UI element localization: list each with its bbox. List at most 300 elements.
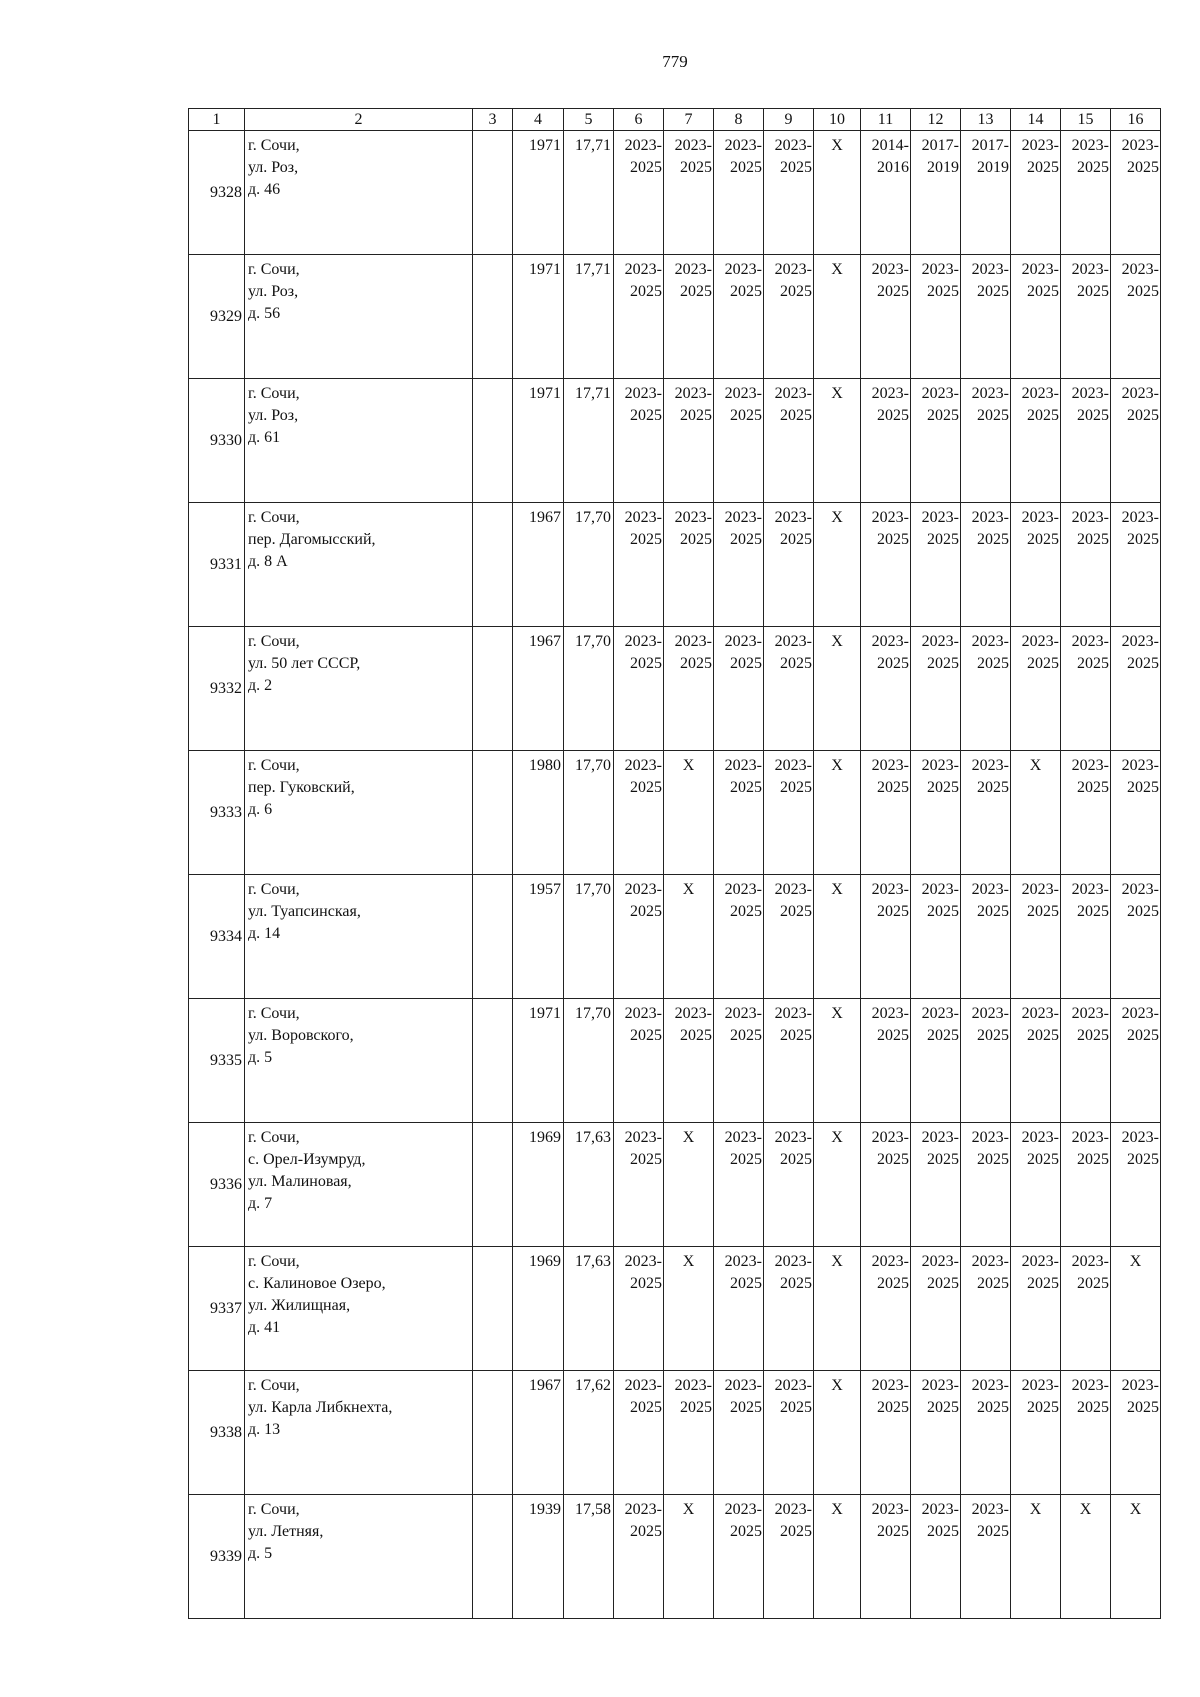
period-cell-7 <box>664 627 714 751</box>
period-cell-15 <box>1061 131 1111 255</box>
period-text: 2023- <box>1121 881 1159 898</box>
period-text: 2023- <box>724 1129 762 1146</box>
row-number: 9334 <box>189 875 245 999</box>
period-text: 2025 <box>680 159 712 176</box>
period-text: 2023- <box>624 633 662 650</box>
period-text: 2025 <box>877 1523 909 1540</box>
period-text: 2025 <box>927 407 959 424</box>
period-text: 2023- <box>1021 509 1059 526</box>
period-text: 2025 <box>730 1523 762 1540</box>
table-row <box>189 1495 1161 1619</box>
column-3-cell <box>473 1123 513 1247</box>
period-text: 2023- <box>624 881 662 898</box>
period-text: 2023- <box>971 261 1009 278</box>
period-text: Х <box>831 261 843 278</box>
period-text: 2023- <box>774 1501 812 1518</box>
address-cell <box>245 131 473 255</box>
period-cell-6 <box>614 751 664 875</box>
header-row <box>189 109 1161 131</box>
period-text: 2023- <box>971 385 1009 402</box>
period-cell-12 <box>911 751 961 875</box>
period-cell-12 <box>911 131 961 255</box>
period-text: 2025 <box>1127 655 1159 672</box>
year-cell: 1967 <box>513 627 564 751</box>
period-text: Х <box>1129 1253 1142 1270</box>
address-line: д. 8 А <box>248 553 288 570</box>
address-line: д. 5 <box>248 1545 273 1562</box>
period-text: 2023- <box>921 261 959 278</box>
period-text: 2023- <box>1021 881 1059 898</box>
address-line: с. Орел-Изумруд, <box>248 1151 366 1168</box>
period-text: 2023- <box>1121 757 1159 774</box>
period-cell-16 <box>1111 751 1161 875</box>
column-3-cell <box>473 379 513 503</box>
column-header-15: 15 <box>1061 109 1111 131</box>
period-text: 2023- <box>624 1005 662 1022</box>
period-cell-14 <box>1011 255 1061 379</box>
period-cell-14 <box>1011 131 1061 255</box>
period-text: 2025 <box>780 1027 812 1044</box>
column-3-cell <box>473 751 513 875</box>
period-cell-16 <box>1111 379 1161 503</box>
period-cell-8 <box>714 627 764 751</box>
column-3-cell <box>473 503 513 627</box>
period-cell-15 <box>1061 255 1111 379</box>
period-cell-6 <box>614 1371 664 1495</box>
address-cell <box>245 1123 473 1247</box>
period-text: 2023- <box>1071 881 1109 898</box>
period-text: 2025 <box>977 407 1009 424</box>
period-text: 2025 <box>877 903 909 920</box>
period-text: 2025 <box>977 1399 1009 1416</box>
table-row <box>189 999 1161 1123</box>
period-cell-7 <box>664 1247 714 1371</box>
period-text: 2023- <box>724 385 762 402</box>
period-cell-11 <box>861 999 911 1123</box>
address-line: ул. Роз, <box>248 283 299 300</box>
period-text: 2023- <box>774 881 812 898</box>
period-text: 2023- <box>624 1253 662 1270</box>
period-text: 2023- <box>1071 261 1109 278</box>
column-header-7: 7 <box>664 109 714 131</box>
address-cell <box>245 627 473 751</box>
period-text: 2023- <box>971 1501 1009 1518</box>
address-line: ул. Роз, <box>248 407 299 424</box>
period-text: 2023- <box>1021 1129 1059 1146</box>
period-text: Х <box>682 1129 695 1146</box>
period-text: 2025 <box>1077 283 1109 300</box>
row-number: 9335 <box>189 999 245 1123</box>
period-cell-13 <box>961 875 1011 999</box>
period-text: 2023- <box>624 1129 662 1146</box>
period-text: 2025 <box>630 1027 662 1044</box>
period-text: 2023- <box>674 137 712 154</box>
period-cell-15 <box>1061 751 1111 875</box>
period-text: Х <box>682 1253 695 1270</box>
period-cell-12 <box>911 1123 961 1247</box>
period-text: Х <box>682 757 695 774</box>
table-row <box>189 627 1161 751</box>
period-cell-13 <box>961 1371 1011 1495</box>
period-cell-12 <box>911 1247 961 1371</box>
period-text: 2023- <box>871 1129 909 1146</box>
table-body <box>189 131 1161 1619</box>
row-number: 9330 <box>189 379 245 503</box>
period-text: Х <box>831 1005 843 1022</box>
period-text: 2025 <box>680 655 712 672</box>
period-cell-9 <box>764 999 814 1123</box>
period-text: 2017- <box>971 137 1009 154</box>
period-text: 2023- <box>624 757 662 774</box>
address-line: ул. Жилищная, <box>248 1297 351 1314</box>
period-text: 2025 <box>730 283 762 300</box>
period-cell-10 <box>814 1247 861 1371</box>
period-text: 2023- <box>674 385 712 402</box>
period-text: 2025 <box>1027 531 1059 548</box>
column-header-5: 5 <box>564 109 614 131</box>
period-text: Х <box>831 633 843 650</box>
period-cell-9 <box>764 627 814 751</box>
table-row <box>189 1247 1161 1371</box>
address-line: д. 41 <box>248 1319 281 1336</box>
period-cell-11 <box>861 1371 911 1495</box>
column-header-2: 2 <box>245 109 473 131</box>
year-cell: 1969 <box>513 1247 564 1371</box>
column-3-cell <box>473 999 513 1123</box>
period-cell-10 <box>814 999 861 1123</box>
period-text: 2025 <box>877 407 909 424</box>
period-text: 2023- <box>921 1005 959 1022</box>
period-text: 2023- <box>1071 385 1109 402</box>
period-text: 2025 <box>780 655 812 672</box>
period-cell-16 <box>1111 627 1161 751</box>
value-cell: 17,71 <box>564 131 614 255</box>
period-text: 2017- <box>921 137 959 154</box>
period-cell-7 <box>664 1495 714 1619</box>
period-cell-13 <box>961 131 1011 255</box>
address-line: пер. Гуковский, <box>248 779 355 796</box>
period-text: 2025 <box>780 283 812 300</box>
period-cell-6 <box>614 999 664 1123</box>
period-text: 2025 <box>680 1399 712 1416</box>
period-cell-7 <box>664 379 714 503</box>
period-text: 2025 <box>1027 655 1059 672</box>
period-text: 2023- <box>624 137 662 154</box>
period-text: 2023- <box>871 633 909 650</box>
period-cell-8 <box>714 255 764 379</box>
period-text: 2025 <box>1027 407 1059 424</box>
period-text: 2025 <box>1027 1275 1059 1292</box>
period-text: 2023- <box>724 757 762 774</box>
period-text: 2025 <box>780 1275 812 1292</box>
period-text: 2025 <box>977 1523 1009 1540</box>
period-cell-13 <box>961 379 1011 503</box>
period-text: 2025 <box>680 283 712 300</box>
period-cell-7 <box>664 751 714 875</box>
address-cell <box>245 255 473 379</box>
period-cell-9 <box>764 875 814 999</box>
period-text: 2025 <box>877 1151 909 1168</box>
period-cell-7 <box>664 1123 714 1247</box>
period-cell-14 <box>1011 627 1061 751</box>
address-cell <box>245 503 473 627</box>
period-text: 2023- <box>971 1129 1009 1146</box>
period-cell-15 <box>1061 627 1111 751</box>
period-text: 2025 <box>630 1399 662 1416</box>
period-text: 2025 <box>730 655 762 672</box>
period-cell-16 <box>1111 255 1161 379</box>
period-text: 2016 <box>877 159 909 176</box>
period-text: 2025 <box>927 779 959 796</box>
period-cell-9 <box>764 131 814 255</box>
row-number: 9333 <box>189 751 245 875</box>
period-text: 2023- <box>921 1501 959 1518</box>
period-cell-16 <box>1111 1495 1161 1619</box>
period-text: 2025 <box>927 1523 959 1540</box>
column-header-11: 11 <box>861 109 911 131</box>
period-text: 2025 <box>630 531 662 548</box>
period-text: Х <box>831 1501 843 1518</box>
period-text: 2023- <box>921 757 959 774</box>
address-line: д. 7 <box>248 1195 273 1212</box>
period-text: 2023- <box>624 1377 662 1394</box>
period-cell-12 <box>911 1371 961 1495</box>
period-cell-16 <box>1111 503 1161 627</box>
period-cell-11 <box>861 1247 911 1371</box>
period-text: 2023- <box>971 757 1009 774</box>
address-cell <box>245 751 473 875</box>
row-number: 9339 <box>189 1495 245 1619</box>
period-cell-14 <box>1011 1123 1061 1247</box>
period-cell-13 <box>961 1495 1011 1619</box>
period-text: 2025 <box>630 903 662 920</box>
period-text: Х <box>1029 757 1042 774</box>
address-line: ул. Воровского, <box>248 1027 354 1044</box>
year-cell: 1957 <box>513 875 564 999</box>
address-line: д. 13 <box>248 1421 281 1438</box>
period-text: 2023- <box>1021 385 1059 402</box>
period-text: 2025 <box>977 1151 1009 1168</box>
column-header-12: 12 <box>911 109 961 131</box>
period-text: 2025 <box>1077 159 1109 176</box>
table-row <box>189 131 1161 255</box>
period-text: 2023- <box>871 1005 909 1022</box>
period-text: Х <box>831 137 843 154</box>
period-cell-12 <box>911 503 961 627</box>
period-text: 2023- <box>1121 261 1159 278</box>
period-cell-11 <box>861 751 911 875</box>
column-header-16: 16 <box>1111 109 1161 131</box>
address-line: г. Сочи, <box>248 137 300 154</box>
period-text: 2023- <box>774 1377 812 1394</box>
address-cell <box>245 999 473 1123</box>
period-text: 2023- <box>774 633 812 650</box>
year-cell: 1939 <box>513 1495 564 1619</box>
period-text: 2025 <box>1027 1027 1059 1044</box>
period-text: 2023- <box>1121 1005 1159 1022</box>
period-cell-13 <box>961 999 1011 1123</box>
address-line: д. 61 <box>248 429 281 446</box>
value-cell: 17,71 <box>564 379 614 503</box>
period-text: 2025 <box>1077 1275 1109 1292</box>
column-3-cell <box>473 131 513 255</box>
period-text: 2023- <box>1071 1129 1109 1146</box>
period-cell-8 <box>714 379 764 503</box>
period-cell-14 <box>1011 379 1061 503</box>
period-text: 2023- <box>921 1253 959 1270</box>
row-number: 9338 <box>189 1371 245 1495</box>
period-text: 2025 <box>780 407 812 424</box>
address-line: г. Сочи, <box>248 509 300 526</box>
period-text: 2025 <box>730 407 762 424</box>
address-line: д. 5 <box>248 1049 273 1066</box>
period-text: 2023- <box>921 881 959 898</box>
row-number: 9329 <box>189 255 245 379</box>
period-text: 2023- <box>1121 137 1159 154</box>
address-line: д. 2 <box>248 677 273 694</box>
period-text: 2023- <box>674 1377 712 1394</box>
period-text: 2023- <box>1021 1253 1059 1270</box>
column-3-cell <box>473 255 513 379</box>
value-cell: 17,62 <box>564 1371 614 1495</box>
address-cell <box>245 379 473 503</box>
period-text: 2025 <box>1077 1027 1109 1044</box>
period-cell-14 <box>1011 1371 1061 1495</box>
address-line: ул. Малиновая, <box>248 1173 352 1190</box>
column-3-cell <box>473 1371 513 1495</box>
period-cell-15 <box>1061 1371 1111 1495</box>
period-text: 2025 <box>1027 903 1059 920</box>
address-line: г. Сочи, <box>248 1253 300 1270</box>
address-line: г. Сочи, <box>248 1501 300 1518</box>
period-text: Х <box>831 1377 843 1394</box>
period-text: 2025 <box>877 1027 909 1044</box>
address-line: г. Сочи, <box>248 757 300 774</box>
period-cell-9 <box>764 1247 814 1371</box>
period-text: 2025 <box>780 903 812 920</box>
period-text: Х <box>831 881 843 898</box>
address-line: ул. Туапсинская, <box>248 903 361 920</box>
period-cell-16 <box>1111 1123 1161 1247</box>
period-text: 2025 <box>730 159 762 176</box>
period-text: 2023- <box>921 385 959 402</box>
column-3-cell <box>473 875 513 999</box>
period-text: 2025 <box>780 531 812 548</box>
period-text: 2025 <box>1127 779 1159 796</box>
period-cell-8 <box>714 1495 764 1619</box>
period-cell-9 <box>764 751 814 875</box>
column-header-8: 8 <box>714 109 764 131</box>
period-text: 2023- <box>871 1253 909 1270</box>
table-row <box>189 255 1161 379</box>
period-cell-9 <box>764 255 814 379</box>
row-number: 9331 <box>189 503 245 627</box>
period-text: 2025 <box>780 779 812 796</box>
period-text: 2025 <box>1127 1399 1159 1416</box>
period-text: 2025 <box>780 1151 812 1168</box>
period-text: 2025 <box>977 903 1009 920</box>
address-line: г. Сочи, <box>248 881 300 898</box>
period-text: 2025 <box>877 655 909 672</box>
period-text: Х <box>1129 1501 1142 1518</box>
address-line: г. Сочи, <box>248 385 300 402</box>
period-text: 2023- <box>921 1377 959 1394</box>
period-text: 2025 <box>927 283 959 300</box>
period-text: Х <box>831 509 843 526</box>
period-cell-13 <box>961 255 1011 379</box>
period-cell-12 <box>911 999 961 1123</box>
period-text: 2023- <box>724 1005 762 1022</box>
period-text: 2023- <box>774 385 812 402</box>
value-cell: 17,70 <box>564 751 614 875</box>
row-number: 9337 <box>189 1247 245 1371</box>
period-text: 2023- <box>1021 137 1059 154</box>
period-cell-13 <box>961 1123 1011 1247</box>
period-text: 2025 <box>780 159 812 176</box>
period-cell-14 <box>1011 1247 1061 1371</box>
year-cell: 1967 <box>513 503 564 627</box>
period-text: 2023- <box>871 261 909 278</box>
period-text: 2025 <box>927 1275 959 1292</box>
period-text: 2025 <box>877 1399 909 1416</box>
period-cell-15 <box>1061 999 1111 1123</box>
period-text: 2025 <box>630 159 662 176</box>
period-text: 2023- <box>624 385 662 402</box>
address-line: д. 46 <box>248 181 281 198</box>
period-text: 2025 <box>927 1027 959 1044</box>
period-cell-7 <box>664 255 714 379</box>
period-text: 2023- <box>724 261 762 278</box>
period-text: 2023- <box>871 1377 909 1394</box>
period-text: 2023- <box>921 509 959 526</box>
period-text: Х <box>831 385 843 402</box>
period-text: 2023- <box>1071 1377 1109 1394</box>
period-cell-12 <box>911 875 961 999</box>
period-text: 2025 <box>927 531 959 548</box>
period-cell-9 <box>764 379 814 503</box>
period-text: Х <box>831 1253 843 1270</box>
period-cell-15 <box>1061 1495 1111 1619</box>
period-text: 2023- <box>971 633 1009 650</box>
period-cell-15 <box>1061 1247 1111 1371</box>
period-text: Х <box>682 881 695 898</box>
period-cell-14 <box>1011 875 1061 999</box>
address-cell <box>245 875 473 999</box>
period-cell-7 <box>664 1371 714 1495</box>
period-cell-10 <box>814 1495 861 1619</box>
row-number: 9332 <box>189 627 245 751</box>
period-text: 2023- <box>674 509 712 526</box>
period-text: 2025 <box>877 1275 909 1292</box>
period-text: 2023- <box>971 881 1009 898</box>
address-cell <box>245 1495 473 1619</box>
period-text: 2023- <box>774 1129 812 1146</box>
period-text: 2023- <box>1021 1377 1059 1394</box>
period-text: 2023- <box>971 1377 1009 1394</box>
address-line: д. 56 <box>248 305 281 322</box>
period-text: 2025 <box>1127 1027 1159 1044</box>
period-cell-6 <box>614 1495 664 1619</box>
period-cell-10 <box>814 131 861 255</box>
period-text: 2023- <box>724 1253 762 1270</box>
period-text: 2019 <box>977 159 1009 176</box>
period-text: 2023- <box>871 385 909 402</box>
period-cell-6 <box>614 131 664 255</box>
value-cell: 17,63 <box>564 1123 614 1247</box>
period-cell-8 <box>714 1247 764 1371</box>
address-line: ул. Карла Либкнехта, <box>248 1399 393 1416</box>
period-cell-6 <box>614 875 664 999</box>
